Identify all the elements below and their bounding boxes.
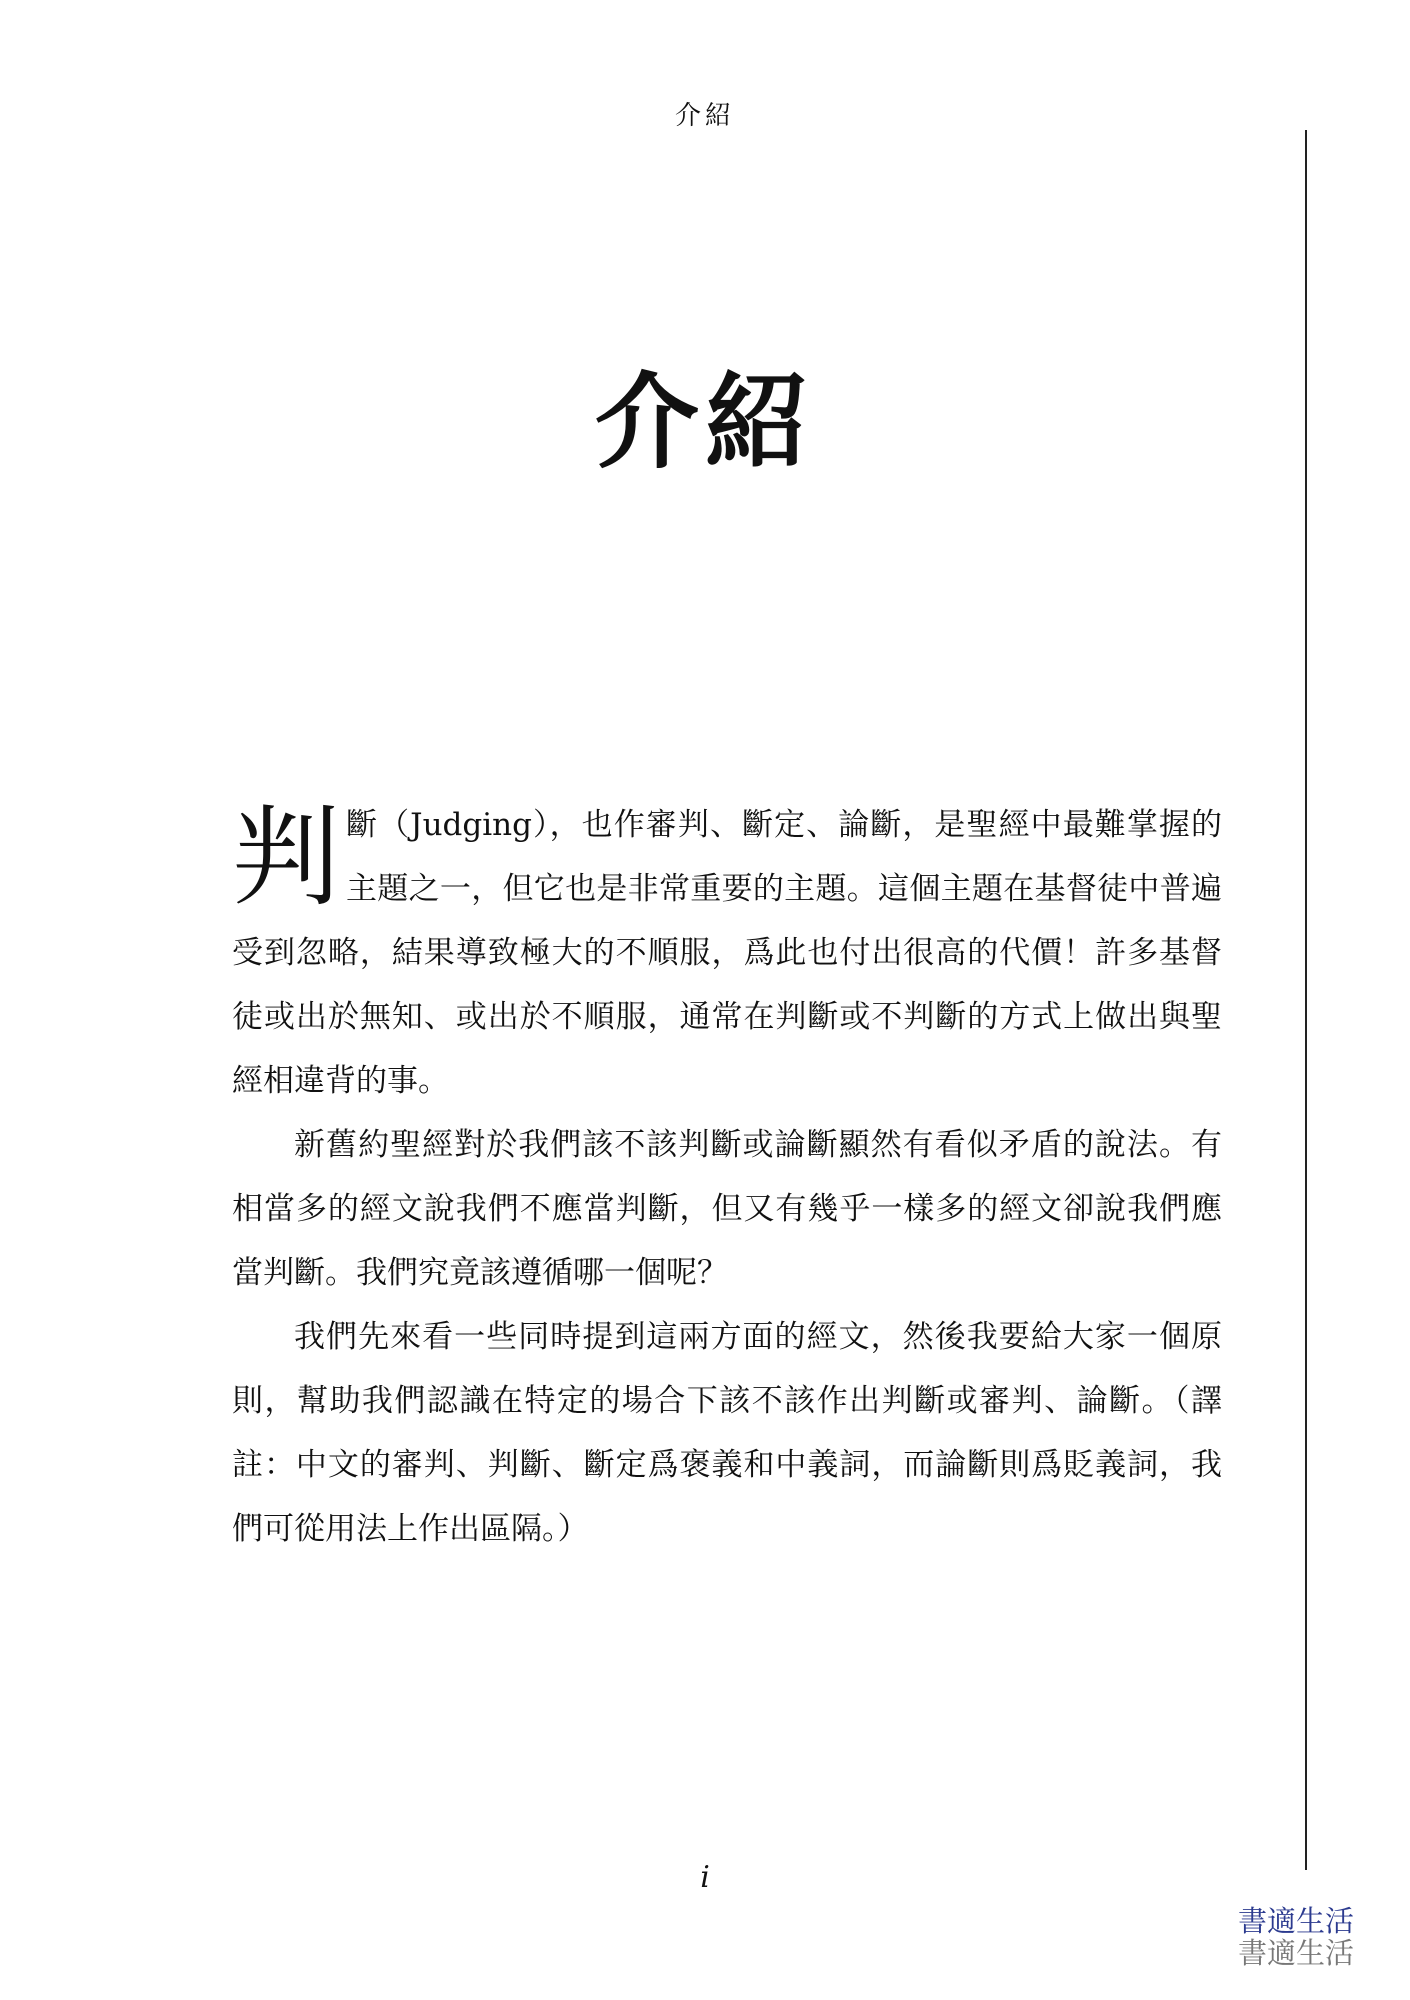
paragraph-1-text: 斷（Judging），也作審判、斷定、論斷，是聖經中最難掌握的主題之一，但它也是非常重要的主題。這個主題在基督徒中普遍受到忽略，結果導致極大的不順服，爲此也付出很高的代價！許多基督徒或出於無知、或出於不順服，通常在判斷或不判斷的方式上做出與聖經相違背的事。 bbox=[232, 807, 1222, 1099]
publisher-watermark bbox=[1238, 1905, 1354, 1969]
body-text bbox=[232, 793, 1222, 1561]
paragraph-1 bbox=[232, 793, 1222, 1113]
paragraph-3: 我們先來看一些同時提到這兩方面的經文，然後我要給大家一個原則，幫助我們認識在特定的場合下該不該作出判斷或審判、論斷。（譯註：中文的審判、判斷、斷定爲褒義和中義詞，而論斷則爲貶義詞，我們可從用法上作出區隔。） bbox=[232, 1319, 1222, 1547]
watermark-line-1: 書適生活 bbox=[1237, 1904, 1354, 1938]
paragraph-2: 新舊約聖經對於我們該不該判斷或論斷顯然有看似矛盾的說法。有相當多的經文說我們不應當判斷，但又有幾乎一樣多的經文卻說我們應當判斷。我們究竟該遵循哪一個呢？ bbox=[232, 1127, 1222, 1291]
page-number: i bbox=[700, 1860, 710, 1895]
drop-cap: 判 bbox=[232, 796, 341, 921]
chapter-title: 介紹 bbox=[594, 360, 815, 483]
watermark-line-2: 書適生活 bbox=[1237, 1936, 1354, 1970]
running-header: 介紹 bbox=[674, 101, 735, 131]
